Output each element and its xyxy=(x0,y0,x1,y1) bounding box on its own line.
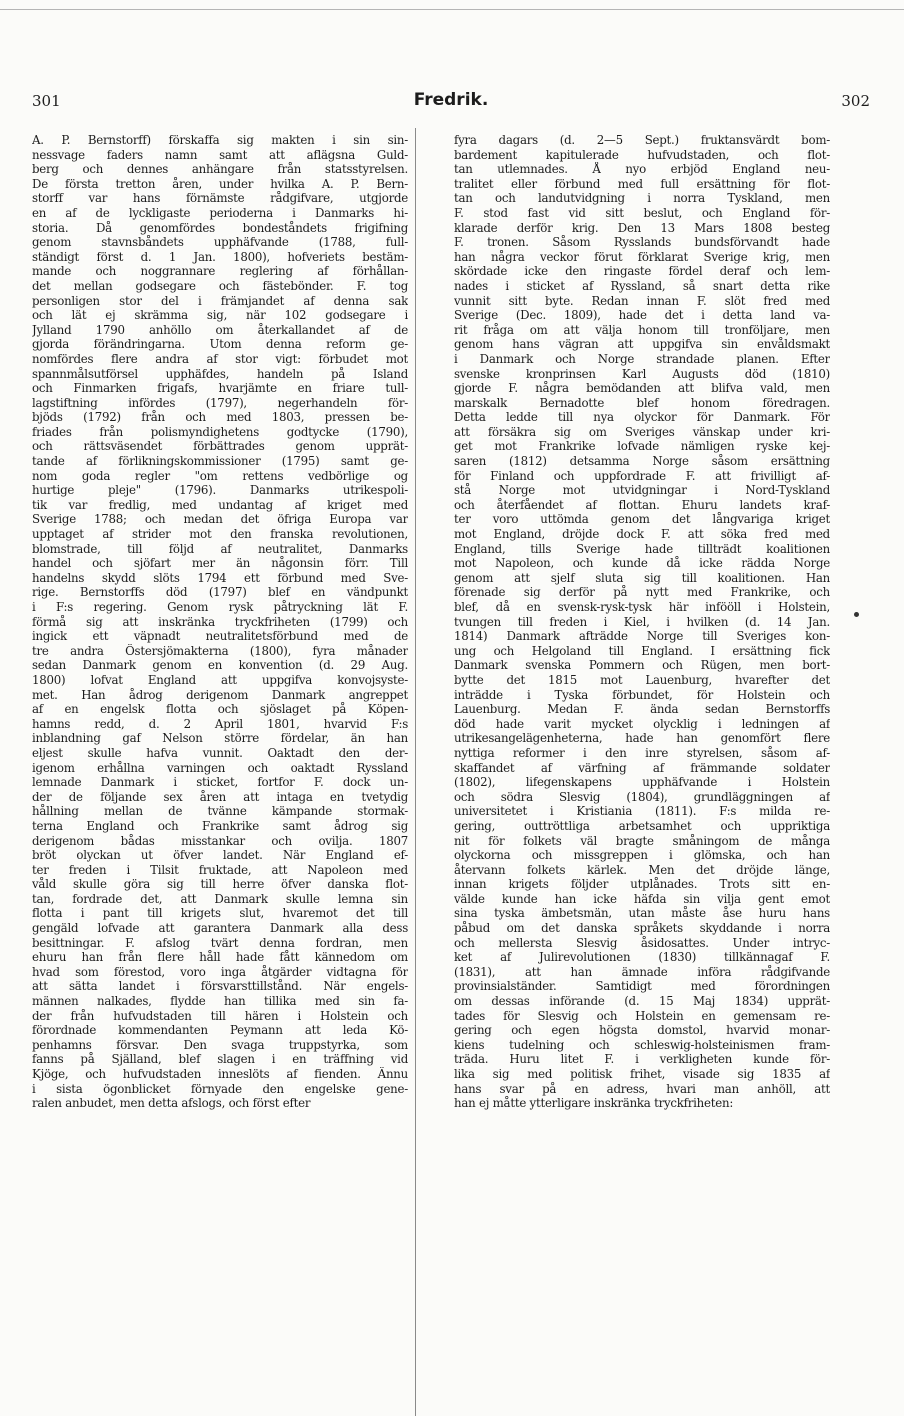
text-line: männen nalkades, flydde han tillika med sin fa- xyxy=(32,994,408,1009)
text-line: flotta i pant till krigets slut, hvaremot det till xyxy=(32,906,408,921)
text-line: derigenom bådas misstankar och ovilja. 1807 xyxy=(32,833,408,848)
text-line: en af de lyckligaste perioderna i Danmarks hi- xyxy=(32,205,408,220)
text-line: besittningar. F. afslog tvärt denna fordran, men xyxy=(32,935,408,950)
text-line: ter freden i Tilsit fruktade, att Napoleon med xyxy=(32,862,408,877)
text-line: hamns redd, d. 2 April 1801, hvarvid F:s xyxy=(32,716,408,731)
text-line: svenske kronprinsen Karl Augusts död (1810) xyxy=(454,366,830,381)
top-rule xyxy=(0,9,904,10)
text-line: tvungen till freden i Kiel, i hvilken (d. 14 Jan. xyxy=(454,614,830,629)
text-line: tades för Slesvig och Holstein en gemensam re- xyxy=(454,1008,830,1023)
text-line: och återfåendet af flottan. Ehuru landets kraf- xyxy=(454,497,830,512)
text-line: att försäkra sig om Sveriges vänskap under kri- xyxy=(454,424,830,439)
text-line: penhamns försvar. Den svaga truppstyrka, som xyxy=(32,1037,408,1052)
text-line: genom hans vägran att uppgifva sin envåldsmakt xyxy=(454,337,830,352)
text-line: träda. Huru litet F. i verkligheten kunde för- xyxy=(454,1052,830,1067)
text-line: tan och landutvidgning i norra Tyskland, men xyxy=(454,191,830,206)
text-line: stå Norge mot utvidgningar i Nord-Tyskland xyxy=(454,483,830,498)
text-line: bardement kapitulerade hufvudstaden, och flot- xyxy=(454,147,830,162)
text-line: och Finmarken frigafs, hvarjämte en friare tull- xyxy=(32,381,408,396)
text-line: eljest skulle hafva vunnit. Oaktadt den der- xyxy=(32,745,408,760)
text-line: Sverige (Dec. 1809), hade det i detta land va- xyxy=(454,308,830,323)
text-line: nit för folkets väl bragte småningom de många xyxy=(454,833,830,848)
text-line: get mot Frankrike lofvade nämligen ryske kej- xyxy=(454,439,830,454)
text-line: tan, fordrade det, att Danmark skulle lemna sin xyxy=(32,891,408,906)
text-line: ralen anbudet, men detta afslogs, och först efter xyxy=(32,1096,311,1111)
text-line: mande och noggrannare reglering af förhållan- xyxy=(32,264,408,279)
left-column xyxy=(32,133,408,1111)
text-line: vunnit sitt byte. Redan innan F. slöt fred med xyxy=(454,293,830,308)
text-line: rige. Bernstorffs död (1797) blef en vändpunkt xyxy=(32,585,408,600)
text-line: återvann folkets kärlek. Men det dröjde länge, xyxy=(454,862,830,877)
text-line: inblandning gaf Nelson större fördelar, än han xyxy=(32,731,408,746)
text-line: provinsialständer. Samtidigt med förordningen xyxy=(454,979,830,994)
text-line: för Finland och uppfordrade F. att frivilligt af- xyxy=(454,468,830,483)
text-line: 1814) Danmark afträdde Norge till Sveriges kon- xyxy=(454,629,830,644)
text-line: välde kunde han icke häfda sin vilja gent emot xyxy=(454,891,830,906)
text-line: marskalk Bernadotte blef honom föredragen. xyxy=(454,395,830,410)
text-line: utrikesangelägenheterna, hade han genomfört flere xyxy=(454,731,830,746)
text-line: nyttiga reformer i den inre styrelsen, såsom af- xyxy=(454,745,830,760)
text-line: tik var fredlig, med undantag af kriget med xyxy=(32,497,408,512)
text-line: nomfördes flere andra af stor vigt: förbudet mot xyxy=(32,351,408,366)
page-title: Fredrik. xyxy=(413,90,489,110)
text-line: personligen stor del i främjandet af denna sak xyxy=(32,293,408,308)
text-line: skördade icke den ringaste fördel deraf och lem- xyxy=(454,264,830,279)
text-line: ung och Helgoland till England. I ersättning fick xyxy=(454,643,830,658)
text-line: ständigt först d. 1 Jan. 1800), hofveriets bestäm- xyxy=(32,249,408,264)
text-line: olyckorna och missgreppen i glömska, och han xyxy=(454,848,830,863)
text-line: af en engelsk flotta och sjöslaget på Köpen- xyxy=(32,702,408,717)
text-line: friades från polismyndighetens godtycke (1790), xyxy=(32,424,408,439)
text-line: genom stavnsbåndets upphäfvande (1788, full- xyxy=(32,235,408,250)
text-line: i F:s regering. Genom rysk påtryckning lät F. xyxy=(32,600,408,614)
text-line: det mellan godsegare och fästebönder. F. tog xyxy=(32,278,408,293)
text-line: och södra Slesvig (1804), grundläggningen af xyxy=(454,789,830,804)
text-line: Jylland 1790 anhöllo om återkallandet af de xyxy=(32,322,408,337)
text-line: att sätta landet i försvarsttillstånd. När engels- xyxy=(32,979,408,994)
text-line: F. stod fast vid sitt beslut, och England för- xyxy=(454,205,830,220)
text-line: der de följande sex åren att intaga en tvetydig xyxy=(32,789,408,804)
text-line: skaffandet af värfning af främmande soldater xyxy=(454,760,830,775)
text-line: och rättsväsendet förbättrades genom upprät- xyxy=(32,439,408,454)
text-line: nades i sticket af Ryssland, så snart detta rike xyxy=(454,278,830,293)
text-line: F. tronen. Såsom Rysslands bundsförvandt hade xyxy=(454,235,830,250)
text-line: kiens tudelning och schleswig-holsteinismen fram- xyxy=(454,1037,830,1052)
text-line: tre andra Östersjömakterna (1800), fyra månader xyxy=(32,643,408,658)
text-line: om dessas införande (d. 15 Maj 1834) upprät- xyxy=(454,994,830,1009)
text-line: der från hufvudstaden till hären i Holstein och xyxy=(32,1008,408,1023)
text-line: gjorda förändringarna. Utom denna reform ge- xyxy=(32,337,408,352)
text-line: Kjöge, och hufvudstaden inneslöts af fienden. Ännu xyxy=(32,1067,408,1081)
text-line: genom att sjelf sluta sig till koalitionen. Han xyxy=(454,570,830,585)
right-column xyxy=(454,133,830,1111)
left-page-number: 301 xyxy=(32,92,61,110)
text-line: Sverige 1788; och medan det öfriga Europa var xyxy=(32,512,408,527)
text-line: mot Napoleon, och kunde då icke rädda Norge xyxy=(454,556,830,571)
text-line: gjorde F. några bemödanden att blifva vald, men xyxy=(454,381,830,396)
text-line: ingick ett väpnadt neutralitetsförbund med de xyxy=(32,629,408,644)
column-divider xyxy=(415,128,416,1416)
text-line: och mellersta Slesvig åsidosattes. Under intryc- xyxy=(454,935,830,950)
text-line: och lät ej skrämma sig, när 102 godsegare i xyxy=(32,308,408,323)
text-line: A. P. Bernstorff) förskaffa sig makten i sin sin- xyxy=(32,133,408,147)
text-line: gering, outtröttliga arbetsamhet och uppriktiga xyxy=(454,818,830,833)
text-line: död hade varit mycket olycklig i ledningen af xyxy=(454,716,830,731)
text-line: i Danmark och Norge strandade planen. Efter xyxy=(454,351,830,366)
text-line: Detta ledde till nya olyckor för Danmark. För xyxy=(454,410,830,425)
text-line: lika sig med politisk frihet, visade sig 1835 af xyxy=(454,1067,830,1081)
text-line: hans svar på en adress, hvari man anhöll, att xyxy=(454,1081,830,1096)
text-line: blomstrade, till följd af neutralitet, Danmarks xyxy=(32,541,408,556)
text-line: förmå sig att inskränka tryckfriheten (1799) och xyxy=(32,614,408,629)
text-line: i sista ögonblicket förnyade den engelske gene- xyxy=(32,1081,408,1096)
text-line: våld skulle göra sig till herre öfver danska flot- xyxy=(32,877,408,892)
text-line: tande af förlikningskommissioner (1795) samt ge- xyxy=(32,454,408,469)
text-line: met. Han ådrog derigenom Danmark angreppet xyxy=(32,687,408,702)
text-line: nessvage faders namn samt att aflägsna Guld- xyxy=(32,147,408,162)
text-line: påbud om det danska språkets skyddande i norra xyxy=(454,921,830,936)
text-line: igenom erhållna varningen och oaktadt Ryssland xyxy=(32,760,408,775)
text-line: handel och sjöfart mer än någonsin förr. Till xyxy=(32,556,408,571)
text-line: han ej måtte ytterligare inskränka tryckfriheten: xyxy=(454,1096,734,1111)
text-line: (1831), att han ämnade införa rådgifvande xyxy=(454,964,830,979)
page-header xyxy=(32,92,870,116)
text-line: ehuru han från flere håll hade fått kännedom om xyxy=(32,950,408,965)
text-line: blef, då en svensk-rysk-tysk här infööll i Holstein, xyxy=(454,600,830,614)
text-line: berg och dennes anhängare från statsstyrelsen. xyxy=(32,162,408,177)
text-line: gengäld lofvade att garantera Danmark alla dess xyxy=(32,921,408,936)
text-line: gering och egen högsta domstol, hvarvid monar- xyxy=(454,1023,830,1038)
text-line: rit fråga om att välja honom till tronföljare, men xyxy=(454,322,830,337)
text-line: klarade derför krig. Den 13 Mars 1808 besteg xyxy=(454,220,830,235)
text-line: sina tyska ämbetsmän, utan måste åse huru hans xyxy=(454,906,830,921)
text-line: storia. Då genomfördes bondeståndets frigifning xyxy=(32,220,408,235)
text-line: sedan Danmark genom en konvention (d. 29 Aug. xyxy=(32,658,408,673)
right-page-number: 302 xyxy=(841,92,870,110)
text-line: hvad som förestod, voro inga åtgärder vidtagna för xyxy=(32,964,408,979)
text-line: 1800) lofvat England att uppgifva konvojsyste- xyxy=(32,672,408,687)
text-line: fyra dagars (d. 2—5 Sept.) fruktansvärdt bom- xyxy=(454,133,830,147)
text-line: ket af Julirevolutionen (1830) tillkännagaf F. xyxy=(454,950,830,965)
text-line: hurtige pleje" (1796). Danmarks utrikespoli- xyxy=(32,483,408,498)
text-line: De första tretton åren, under hvilka A. P. Bern- xyxy=(32,176,408,191)
text-line: bröt olyckan ut öfver landet. När England ef- xyxy=(32,848,408,863)
text-line: tan utlemnades. Å nyo erbjöd England neu- xyxy=(454,162,830,177)
text-line: Danmark svenska Pommern och Rügen, men bort- xyxy=(454,658,830,673)
text-line: han några veckor förut förklarat Sverige krig, men xyxy=(454,249,830,264)
text-line: lagstiftning infördes (1797), negerhandeln för- xyxy=(32,395,408,410)
text-line: spannmålsutförsel upphäfdes, handeln på Island xyxy=(32,366,408,381)
text-line: Lauenburg. Medan F. ända sedan Bernstorffs xyxy=(454,702,830,717)
text-line: handelns skydd slöts 1794 ett förbund med Sve- xyxy=(32,570,408,585)
text-line: nom goda regler "om rettens vedbörlige og xyxy=(32,468,408,483)
text-line: England, tills Sverige hade tillträdt koalitionen xyxy=(454,541,830,556)
text-line: terna England och Frankrike samt ådrog sig xyxy=(32,818,408,833)
text-line: fanns på Själland, blef slagen i en träffning vid xyxy=(32,1052,408,1067)
text-line: (1802), lifegenskapens upphäfvande i Holstein xyxy=(454,775,830,790)
text-line: tralitet eller förbund med full ersättning för flot- xyxy=(454,176,830,191)
text-line: universitetet i Kristiania (1811). F:s milda re- xyxy=(454,804,830,819)
text-line: upptaget af strider mot den franska revolutionen, xyxy=(32,527,408,542)
text-line: bytte det 1815 mot Lauenburg, hvarefter det xyxy=(454,672,830,687)
text-line: förenade sig derför på nytt med Frankrike, och xyxy=(454,585,830,600)
text-line: lemnade Danmark i sticket, fortfor F. dock un- xyxy=(32,775,408,790)
text-line: inträdde i Tyska förbundet, för Holstein och xyxy=(454,687,830,702)
text-line: förordnade kommendanten Peymann att leda Kö- xyxy=(32,1023,408,1038)
text-line: saren (1812) detsamma Norge såsom ersättning xyxy=(454,454,830,469)
text-line: hållning mellan de tvänne kämpande stormak- xyxy=(32,804,408,819)
text-line: bjöds (1792) från och med 1803, pressen be- xyxy=(32,410,408,425)
text-line: mot England, dröjde dock F. att söka fred med xyxy=(454,527,830,542)
text-line: innan krigets följder utplånades. Trots sitt en- xyxy=(454,877,830,892)
margin-mark xyxy=(854,612,859,617)
text-line: ter voro uttömda genom det långvariga kriget xyxy=(454,512,830,527)
text-line: storff var hans förnämste rådgifvare, utgjorde xyxy=(32,191,408,206)
